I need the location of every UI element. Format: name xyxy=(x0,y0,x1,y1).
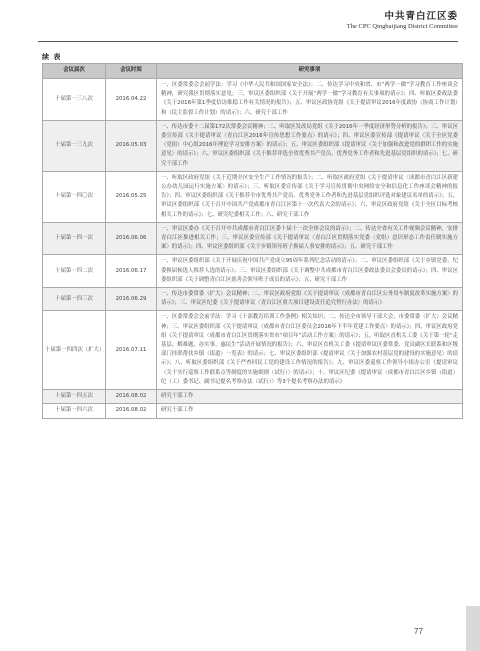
page-number: 77 xyxy=(414,627,423,636)
column-header-items: 研究事项 xyxy=(157,64,463,79)
session-cell: 十届第一四二次 xyxy=(43,255,106,288)
header-title-en: The CPC Qingbaijiang District Committee xyxy=(346,23,458,30)
session-cell: 十届第一四五次 xyxy=(43,390,106,404)
session-cell: 十届第一四四次（扩大） xyxy=(43,311,106,390)
page-edge-tab xyxy=(466,606,480,651)
table-row xyxy=(43,390,463,404)
items-cell: 一、区委常委会会前学法：学习《干部教育培训工作条例》相关知识；二、传达全市领导干部大会、市委常委（扩大）会议精神；三、审议区委组织部《关于提请审议〈成都市青白江区委员会2016年下半年党建工作要点〉的请示》；四、审议区政府党组《关于提请审议〈成都市青白江区贯彻落实省市“项目年”活动工作方案〉的请示》；五、听取区直机关工委《关于第一轮“走基层、解难题、办实事、惠民生”活动开展情况的报告》；六、审议区直机关工委《提请审议区委常委、党员副区长联系和区级部门挂联帮扶乡镇（街道）一览表》的请示；七、审议区委组织部《提请审议〈关于加强农村基层党的建设的实施意见〉的请示》；八、听取区委组织部《关于严查回民工党的建设工作情况的报告》；九、审议区委巡察工作领导小组办公室《提请审议〈关于实行巡察工作联系点等制度的实施细则（试行）〉的请示》；十、审议区纪委《提请审议〈成都市青白江区乡镇（街道）纪（工）委书记、副书记提名考察办法（试行）〉等3个提名考察办法的请示》 xyxy=(157,311,463,390)
session-cell: 十届第一三八次 xyxy=(43,79,106,121)
items-cell: 一、区委常委会会前学法：学习《中华人民共和国国家安全法》；二、传达学习中央和省、市“两学一做”学习教育工作座谈会精神，研究我区贯彻落实意见；三、审议区委组织部《关于开展“两学一做”学习教育有关事项的请示》；四、听取区委政法委《关于2016年第1季度信访维稳工作有关情况的报告》；五、审议区政协党组《关于提请审议2016年度政协（协商工作计划）和（民主监督工作计划）的请示》；六、研究干部工作 xyxy=(157,79,463,121)
date-cell: 2016.06.06 xyxy=(106,222,157,255)
table-row xyxy=(43,171,463,222)
table-row xyxy=(43,79,463,121)
session-cell: 十届第一四一次 xyxy=(43,222,106,255)
items-cell: 一、听取区政府党组《关于近期全区安全生产工作情况的报告》；二、听取区政府党组《关于提请审议〈成都市青白江区新建公办幼儿园运行实施方案〉的请示》；三、听取区委宣传部《关于学习宣传贯彻中央网络安全和信息化工作座谈会精神的报告》；四、审议区委组织部《关于推荐全市优秀共产党员、优秀党务工作者和先进基层党组织评选对象建议名单的请示》；五、审议区委组织部《关于召开中国共产党成都市青白江区第十一次代表大会的请示》；六、审议区政府党组《关于全区目标考核相关工作的请示》；七、研究纪委相关工作；八、研究干部工作 xyxy=(157,171,463,222)
session-cell: 十届第一四三次 xyxy=(43,288,106,311)
date-cell: 2016.05.25 xyxy=(106,171,157,222)
items-cell: 一、审议区委组织部《关于开展庆祝中国共产党成立95周年系列纪念活动的请示》；二、审议区委组织部《关于乡镇党委、纪委换届候选人推荐人选的请示》；三、审议区委组织部《关于调整中共成都市青白江区委政法委员会委员的请示》；四、审议区委组织部《关于调整青白江区慈善会领导班子成员的请示》；五、研究干部工作 xyxy=(157,255,463,288)
page-header xyxy=(347,8,458,30)
date-cell: 2016.04.22 xyxy=(106,79,157,121)
column-header-date: 会议时间 xyxy=(106,64,157,79)
session-cell: 十届第一三九次 xyxy=(43,120,106,171)
date-cell: 2016.07.11 xyxy=(106,311,157,390)
table-header-row xyxy=(43,64,463,79)
items-cell: 一、审议区委办《关于召开中共成都市青白江区委十届十一次全体会议的请示》；二、传达全省有关工作视频会议精神，安排青白江区推进相关工作；三、审议区委宣传部《关于提请审议〈青白江区贯彻落实党委（党组）意识形态工作责任制实施方案〉的请示》；四、审议区委组织部《关于乡镇领导班子换届人事安排的请示》；五、研究干部工作 xyxy=(157,222,463,255)
date-cell: 2016.06.29 xyxy=(106,288,157,311)
table-row xyxy=(43,311,463,390)
header-title-cn: 中共青白江区委 xyxy=(384,11,458,22)
items-cell: 研究干部工作 xyxy=(157,404,463,418)
table-row xyxy=(43,120,463,171)
column-header-session: 会议届次 xyxy=(43,64,106,79)
date-cell: 2016.08.02 xyxy=(106,404,157,418)
table-row xyxy=(43,255,463,288)
header-divider xyxy=(38,41,458,42)
table-row xyxy=(43,222,463,255)
table-row xyxy=(43,404,463,418)
date-cell: 2016.08.02 xyxy=(106,390,157,404)
session-cell: 十届第一四〇次 xyxy=(43,171,106,222)
date-cell: 2016.06.17 xyxy=(106,255,157,288)
items-cell: 研究干部工作 xyxy=(157,390,463,404)
items-cell: 一、传达市委十二届第172次常委会议精神；二、听取区发改局党组《关于2016年一季度经济形势分析的报告》；三、审议区委宣传部《关于提请审议〈青白江区2016年宣传思想工作要点〉的请示》；四、审议区委宣传部《提请审议〈关于全区党委（党组）中心组2016年理论学习安排方案〉的请示》；五、审议区委组织部《提请审议〈关于加强和改进党的群团工作的实施意见〉的请示》；六、审议区委组织部《关于推荐评选全省优秀共产党员、优秀党务工作者和先进基层党组织的请示》；七、研究干部工作 xyxy=(157,120,463,171)
section-title: 续 表 xyxy=(42,53,62,61)
items-cell: 一、传达市委常委（扩大）会议精神；二、审议区政府党组《关于提请审议〈成都市青白江区公务用车制度改革实施方案〉的请示》；三、审议区纪委《关于提请审议〈青白江区重大项目建设责任追究暂行办法〉的请示》 xyxy=(157,288,463,311)
meetings-table xyxy=(42,63,463,419)
date-cell: 2016.05.03 xyxy=(106,120,157,171)
session-cell: 十届第一四六次 xyxy=(43,404,106,418)
table-row xyxy=(43,288,463,311)
